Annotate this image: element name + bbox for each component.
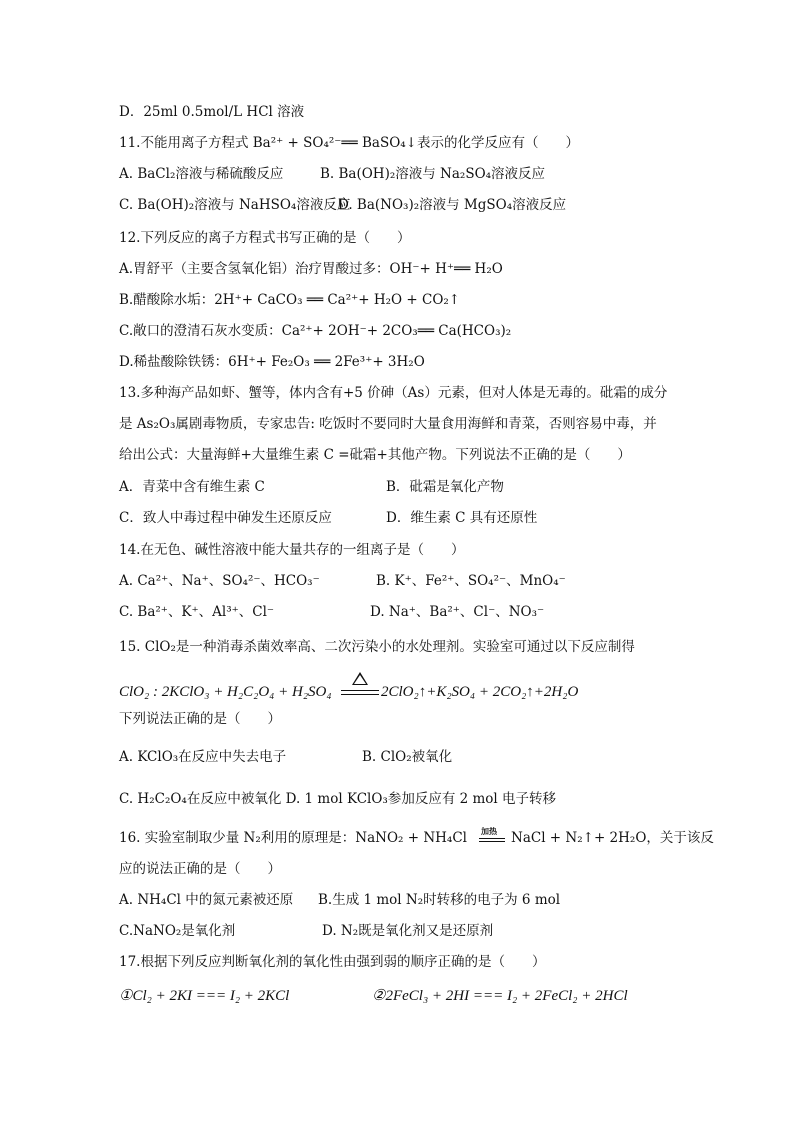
heating-triangle-inner xyxy=(354,675,366,684)
question-15-equation-right: 2ClO₂↑+K₂SO₄ + 2CO₂↑+2H₂O xyxy=(381,684,579,700)
question-11-option-c: C. Ba(OH)₂溶液与 NaHSO₄溶液反应 xyxy=(119,197,351,213)
question-13-option-b: B．砒霜是氧化产物 xyxy=(386,479,504,495)
question-15-equation-left: ClO₂ : 2KClO₃ + H₂C₂O₄ + H₂SO₄ xyxy=(119,684,332,700)
question-11-option-d: D. Ba(NO₃)₂溶液与 MgSO₄溶液反应 xyxy=(338,197,567,213)
heating-equals-bar-top xyxy=(479,838,505,839)
question-16-option-d: D. N₂既是氧化剂又是还原剂 xyxy=(322,923,494,939)
question-12-option-a: A.胃舒平（主要含氢氧化铝）治疗胃酸过多：OH⁻+ H⁺══ H₂O xyxy=(119,261,503,277)
question-12-option-b: B.醋酸除水垢：2H⁺+ CaCO₃ ══ Ca²⁺+ H₂O + CO₂↑ xyxy=(119,292,461,308)
question-14-option-c: C. Ba²⁺、K⁺、Al³⁺、Cl⁻ xyxy=(119,604,275,620)
question-17-stem: 17.根据下列反应判断氧化剂的氧化性由强到弱的顺序正确的是（ ） xyxy=(119,954,546,970)
question-12-option-c: C.敞口的澄清石灰水变质：Ca²⁺+ 2OH⁻+ 2CO₃══ Ca(HCO₃)₂ xyxy=(119,323,512,339)
question-11-option-a: A. BaCl₂溶液与稀硫酸反应 xyxy=(119,166,284,182)
equation-equals-bar-bottom xyxy=(341,694,379,695)
question-14-stem: 14.在无色、碱性溶液中能大量共存的一组离子是（ ） xyxy=(119,542,465,558)
question-13-option-d: D．维生素 C 具有还原性 xyxy=(386,510,538,526)
question-14-option-a: A. Ca²⁺、Na⁺、SO₄²⁻、HCO₃⁻ xyxy=(119,573,320,589)
question-16-stem-line2: 应的说法正确的是（ ） xyxy=(119,861,281,877)
question-16-stem-part2: NaCl + N₂↑+ 2H₂O，关于该反 xyxy=(511,830,714,846)
heating-condition-label: 加热 xyxy=(481,826,497,836)
question-14-option-b: B. K⁺、Fe²⁺、SO₄²⁻、MnO₄⁻ xyxy=(376,573,566,589)
equation-equals-bar-top xyxy=(341,690,379,691)
question-12-stem: 12.下列反应的离子方程式书写正确的是（ ） xyxy=(119,230,411,246)
heating-equals-bar-bottom xyxy=(479,841,505,842)
question-16-option-b: B.生成 1 mol N₂时转移的电子为 6 mol xyxy=(318,892,561,908)
option-d-q10: D．25ml 0.5mol/L HCl 溶液 xyxy=(119,104,305,120)
question-13-stem-line2: 是 As₂O₃属剧毒物质，专家忠告: 吃饭时不要同时大量食用海鲜和青菜，否则容易中毒，并 xyxy=(119,416,657,432)
question-14-option-d: D. Na⁺、Ba²⁺、Cl⁻、NO₃⁻ xyxy=(370,604,545,620)
question-12-option-d: D.稀盐酸除铁锈：6H⁺+ Fe₂O₃ ══ 2Fe³⁺+ 3H₂O xyxy=(119,354,425,370)
question-16-option-c: C.NaNO₂是氧化剂 xyxy=(119,923,236,939)
question-11-option-b: B. Ba(OH)₂溶液与 Na₂SO₄溶液反应 xyxy=(320,166,546,182)
question-11-stem: 11.不能用离子方程式 Ba²⁺ + SO₄²⁻══ BaSO₄↓表示的化学反应有（ ） xyxy=(119,135,579,151)
question-13-stem-line1: 13.多种海产品如虾、蟹等，体内含有+5 价砷（As）元素，但对人体是无毒的。砒霜的成分 xyxy=(119,385,668,401)
question-15-option-a: A. KClO₃在反应中失去电子 xyxy=(119,749,287,765)
question-17-reaction-2: ②2FeCl₃ + 2HI === I₂ + 2FeCl₂ + 2HCl xyxy=(372,988,628,1004)
question-13-option-a: A．青菜中含有维生素 C xyxy=(119,479,265,495)
question-16-option-a: A. NH₄Cl 中的氮元素被还原 xyxy=(119,892,294,908)
question-17-reaction-1: ①Cl₂ + 2KI === I₂ + 2KCl xyxy=(119,988,290,1004)
question-16-stem-part1: 16. 实验室制取少量 N₂利用的原理是：NaNO₂ + NH₄Cl xyxy=(119,830,467,846)
question-13-option-c: C．致人中毒过程中砷发生还原反应 xyxy=(119,510,332,526)
question-13-stem-line3: 给出公式：大量海鲜+大量维生素 C =砒霜+其他产物。下列说法不正确的是（ ） xyxy=(119,447,631,463)
question-15-prompt: 下列说法正确的是（ ） xyxy=(119,711,281,727)
question-15-stem: 15. ClO₂是一种消毒杀菌效率高、二次污染小的水处理剂。实验室可通过以下反应制得 xyxy=(119,639,635,655)
question-15-option-b: B. ClO₂被氧化 xyxy=(362,749,453,765)
question-15-options-c-d: C. H₂C₂O₄在反应中被氧化 D. 1 mol KClO₃参加反应有 2 mol 电子转移 xyxy=(119,791,557,807)
